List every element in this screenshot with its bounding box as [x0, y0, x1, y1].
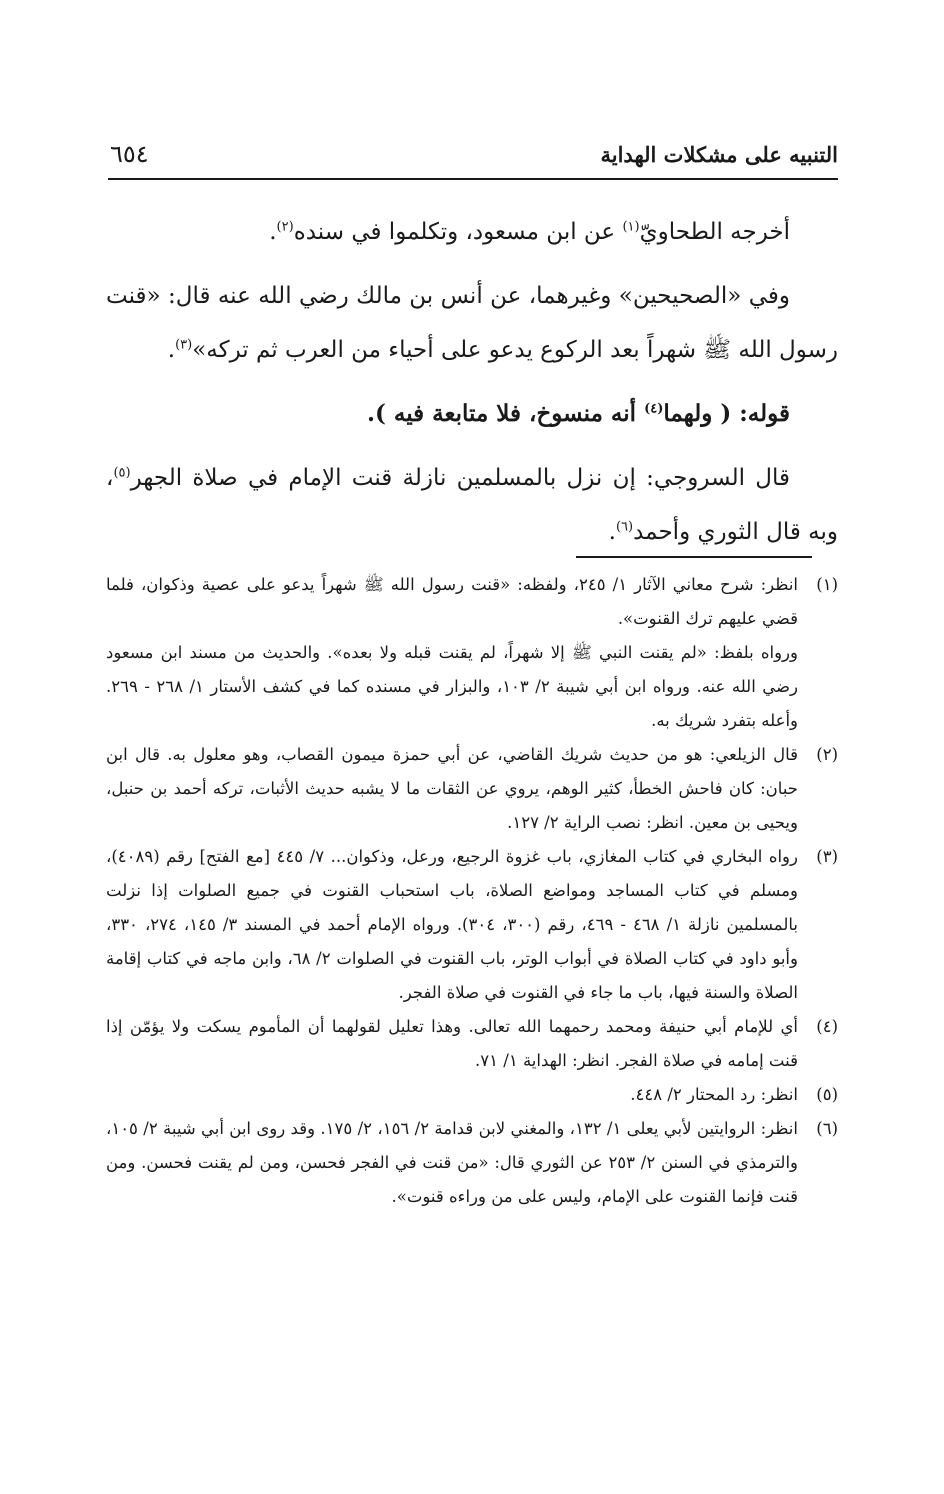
footnote-5: [106, 1078, 838, 1112]
paragraph-1-text-b: عن ابن مسعود، وتكلموا في سنده: [293, 219, 623, 245]
paragraph-1-text-a: أخرجه الطحاويّ: [639, 219, 790, 245]
footnote-ref-6: (٦): [615, 519, 634, 535]
footnote-ref-2: (٢): [276, 219, 294, 235]
footnote-4: [106, 1010, 838, 1078]
footnote-text: قال الزيلعي: هو من حديث شريك القاضي، عن أبي حمزة ميمون القصاب، وهو معلول به. قال ابن حبان: كان فاحش الخطأ، كثير الوهم، يروي عن الثقات ما لا يشبه حديث الأثبات، تركه أحمد بن حنبل، ويحيى بن معين. انظر: نصب الراية ٢/ ١٢٧.: [106, 745, 798, 832]
footnote-ref-1: (١): [622, 219, 640, 235]
footnote-text: انظر: الروايتين لأبي يعلى ١/ ١٣٢، والمغني لابن قدامة ٢/ ١٥٦، ٢/ ١٧٥. وقد روى ابن أبي شيبة ٢/ ١٠٥، والترمذي في السنن ٢/ ٢٥٣ عن الثوري قال: «من قنت في الفجر فحسن، ومن لم يقنت فحسن. ومن قنت فإنما القنوت على الإمام، وليس على من وراءه قنوت».: [106, 1119, 798, 1206]
footnote-number: (٥): [816, 1085, 838, 1104]
footnote-text: انظر: رد المحتار ٢/ ٤٤٨.: [630, 1085, 798, 1104]
footnote-number: (٣): [816, 847, 838, 866]
footnote-1: [106, 568, 838, 738]
paragraph-2: [106, 269, 838, 377]
paragraph-1-text-c: .: [269, 219, 277, 245]
footnote-ref-5: (٥): [113, 465, 131, 481]
footnote-2: [106, 738, 838, 840]
footnote-number: (٦): [816, 1119, 838, 1138]
footnotes: [106, 568, 838, 1214]
footnote-ref-4: (٤): [644, 401, 664, 417]
footnote-text: رواه البخاري في كتاب المغازي، باب غزوة الرجيع، ورعل، وذكوان... ٧/ ٤٤٥ [مع الفتح] رقم (٤٠٨٩)، ومسلم في كتاب المساجد ومواضع الصلاة، باب استحباب القنوت في جميع الصلوات إذا نزلت بالمسلمين نازلة ١/ ٤٦٨ - ٤٦٩، رقم (٣٠٠، ٣٠٤). ورواه الإمام أحمد في المسند ٣/ ١٤٥، ٢٧٤، ٣٣٠، وأبو داود في كتاب الصلاة في أبواب الوتر، باب القنوت في الصلوات ٢/ ٦٨، وابن ماجه في كتاب إقامة الصلاة والسنة فيها، باب ما جاء في القنوت في صلاة الفجر.: [106, 847, 798, 1002]
footnote-3: [106, 840, 838, 1010]
footnote-number: (١): [816, 575, 838, 594]
footnote-number: (٤): [816, 1017, 838, 1036]
paragraph-2-text-a: وفي «الصحيحين» وغيرهما، عن أنس بن مالك رضي الله عنه قال: «قنت رسول الله ﷺ شهراً بعد الركوع يدعو على أحياء من العرب ثم تركه»: [106, 283, 838, 363]
paragraph-4-text-a: قال السروجي: إن نزل بالمسلمين نازلة قنت الإمام في صلاة الجهر: [130, 465, 790, 491]
footnote-text: ورواه بلفظ: «لم يقنت النبي ﷺ إلا شهراً، لم يقنت قبله ولا بعده». والحديث من مسند ابن مسعود رضي الله عنه. ورواه ابن أبي شيبة ٢/ ١٠٣، والبزار في مسنده كما في كشف الأستار ١/ ٢٦٨ - ٢٦٩. وأعله بتفرد شريك به.: [106, 643, 798, 730]
book-title: التنبيه على مشكلات الهداية: [600, 142, 838, 167]
paragraph-3-text-a: قوله: ( ولهما: [663, 400, 790, 427]
footnote-6: [106, 1112, 838, 1214]
main-text: [106, 205, 838, 569]
paragraph-4-text-b: ، وبه قال الثوري وأحمد: [106, 465, 838, 545]
paragraph-4-text-c: .: [608, 519, 616, 545]
footnote-text: أي للإمام أبي حنيفة ومحمد رحمهما الله تعالى. وهذا تعليل لقولهما أن المأموم يسكت ولا يؤمّن إذا قنت إمامه في صلاة الفجر. انظر: الهداية ١/ ٧١.: [106, 1017, 798, 1070]
footnote-ref-3: (٣): [175, 337, 193, 353]
footnote-separator: [576, 556, 812, 558]
running-header: [108, 138, 838, 180]
paragraph-2-text-b: .: [167, 337, 176, 363]
paragraph-3: [106, 387, 838, 441]
page-number: ٦٥٤: [110, 140, 149, 168]
footnote-text: انظر: شرح معاني الآثار ١/ ٢٤٥، ولفظه: «قنت رسول الله ﷺ شهراً يدعو على عصية وذكوان، فلما قضي عليهم ترك القنوت».: [106, 575, 798, 628]
paragraph-1: [106, 205, 838, 259]
footnote-number: (٢): [816, 745, 838, 764]
paragraph-3-text-b: أنه منسوخ، فلا متابعة فيه ).: [367, 400, 645, 427]
paragraph-4: [106, 451, 838, 559]
